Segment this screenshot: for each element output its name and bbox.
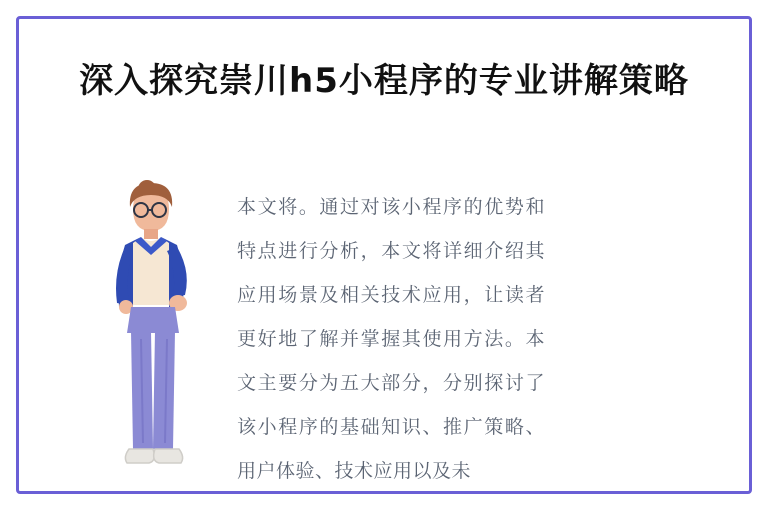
poster-frame [16,16,752,494]
person-standing-illustration [79,179,229,499]
page-title: 深入探究崇川h5小程序的专业讲解策略 [79,61,689,101]
body-paragraph: 本文将。通过对该小程序的优势和特点进行分析，本文将详细介绍其应用场景及相关技术应用，让读者更好地了解并掌握其使用方法。本文主要分为五大部分，分别探讨了该小程序的基础知识、推广策略、用户体验、技术应用以及未 [237,196,545,482]
